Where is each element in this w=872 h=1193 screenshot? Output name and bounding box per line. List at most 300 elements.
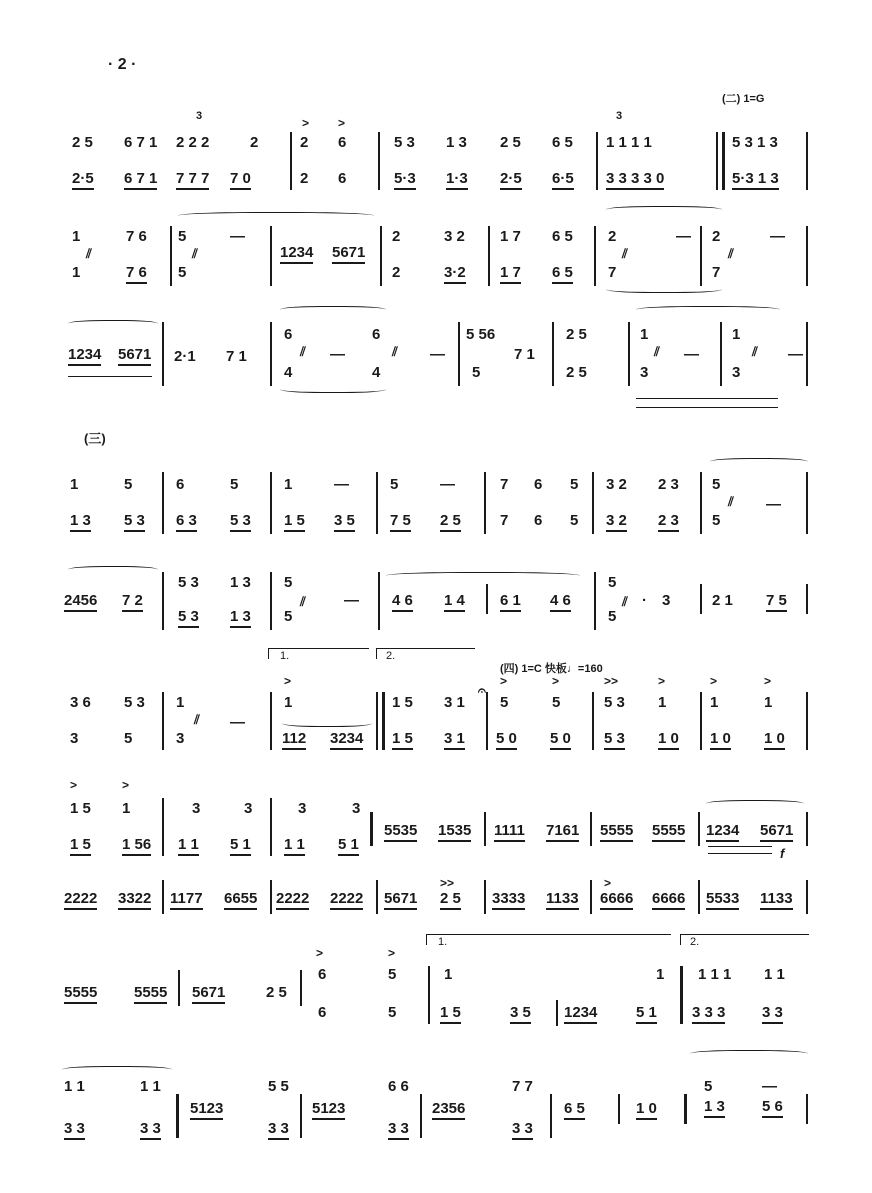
section-2-key: (二) 1=G [722,93,765,105]
tremolo-mark: ⫽ [622,246,628,261]
note-group: — [230,714,245,731]
note-group: 5123 [312,1100,345,1120]
note-group: 3 3 3 3 0 [606,170,664,190]
note-group: 2 5 [566,364,587,381]
note-group: 4 [372,364,381,381]
note-group: 3 2 [444,228,465,245]
note-group: 6 7 1 [124,134,158,151]
note-group: 6 [338,170,347,187]
note-group: 3 2 [606,512,627,532]
note-group: 6 [284,326,293,343]
barline [552,322,554,386]
accent-mark: > [658,674,666,688]
barline [484,812,486,846]
note-group: — [344,592,359,609]
note-group: 1 0 [764,730,785,750]
note-group: 7 7 [512,1078,533,1095]
note-group: 5555 [134,984,167,1004]
tremolo-mark: ⫽ [192,246,198,261]
note-group: — [330,346,345,363]
note-group: 1 3 [230,608,251,628]
note-group: 3 6 [70,694,91,711]
note-group: 5533 [706,890,739,910]
note-group: 5 3 [124,694,145,711]
decrescendo-line [636,398,778,408]
barline [806,880,808,914]
note-group: 2 5 [72,134,93,151]
note-group: 6 5 [552,134,573,151]
barline [378,132,380,190]
note-group: 4 [284,364,293,381]
barline [486,692,488,750]
note-group: 3322 [118,890,151,910]
barline [806,1094,808,1124]
note-group: 2·5 [500,170,522,190]
note-group: 3 [352,800,361,817]
barline [628,322,630,386]
section-3-label: (三) [84,431,106,446]
repeat-barline [382,692,385,750]
note-group: 5 3 [394,134,415,151]
barline [484,880,486,914]
note-group: 3 1 [444,730,465,750]
note-group: 5 [388,1004,397,1021]
note-group: 2 2 2 [176,134,210,151]
note-group: 3333 [492,890,525,910]
barline [806,226,808,286]
note-group: 7 2 [122,592,143,612]
barline [162,472,164,534]
note-group: 1 [444,966,453,983]
note-group: 2 1 [712,592,733,609]
barline [376,692,378,750]
note-group: 7 1 [514,346,535,363]
note-group: 1133 [546,890,579,910]
note-group: 2222 [330,890,363,910]
note-group: 7 [712,264,721,281]
volta-bracket-2b [680,934,809,945]
note-group: 5535 [384,822,417,842]
tremolo-mark: ⫽ [752,344,758,359]
note-group: 5·3 1 3 [732,170,779,190]
barline [178,970,180,1006]
tremolo-mark: ⫽ [300,594,306,609]
note-group: 3 1 [444,694,465,711]
barline [484,472,486,534]
note-group: — [766,496,781,513]
note-group: 1 3 [230,574,251,591]
barline [270,880,272,914]
volta-label-2: 2. [386,650,396,662]
note-group: 1 4 [444,592,465,612]
barline [618,1094,620,1124]
barline [592,692,594,750]
note-group: 2 [392,228,401,245]
accent-mark: > [388,946,396,960]
barline [170,226,172,286]
barline [376,880,378,914]
repeat-barline [722,132,725,190]
note-group: 3·2 [444,264,466,284]
barline [458,322,460,386]
note-group: 6·5 [552,170,574,190]
note-group: 2 5 [566,326,587,343]
note-group: 2356 [432,1100,465,1120]
repeat-barline [370,812,373,846]
accent-mark: > [552,674,560,688]
note-group: 1 5 [70,836,91,856]
note-group: 1 [70,476,79,493]
note-group: 5555 [652,822,685,842]
note-group: 7 7 7 [176,170,209,190]
note-group: 6 1 [500,592,521,612]
note-group: — [430,346,445,363]
note-group: 1 [72,264,81,281]
note-group: 6 [534,476,543,493]
note-group: — [788,346,803,363]
note-group: 3 2 [606,476,627,493]
barline [806,472,808,534]
note-group: 5 [712,476,721,493]
note-group: 5 [284,608,293,625]
volta-label-2b: 2. [690,936,700,948]
note-group: 6 5 [552,228,573,245]
tremolo-mark: ⫽ [728,494,734,509]
note-group: 5 3 [124,512,145,532]
note-group: 2 5 [440,512,461,532]
slur [690,1050,808,1059]
note-group: 1 0 [710,730,731,750]
barline [698,880,700,914]
accent-mark: > [122,778,130,792]
note-group: 1 0 [658,730,679,750]
note-group: 6 [338,134,347,151]
note-group: 3 3 [268,1120,289,1140]
note-group: 1 [72,228,81,245]
note-group: 6 [318,966,327,983]
note-group: 5 0 [496,730,517,750]
note-group: 5671 [192,984,225,1004]
note-group: 2·1 [174,348,196,365]
note-group: 4 6 [550,592,571,612]
barline [594,226,596,286]
note-group: 5 1 [230,836,251,856]
barline [556,1000,558,1026]
note-group: 1 1 [284,836,305,856]
barline [700,226,702,286]
tremolo-mark: ⫽ [654,344,660,359]
note-group: 2 [608,228,617,245]
crescendo-line [68,376,152,385]
note-group: 1 3 [446,134,467,151]
note-group: 1 [284,694,293,711]
repeat-barline [684,1094,687,1124]
note-group: 3 [70,730,79,747]
note-group: 6 3 [176,512,197,532]
barline [700,584,702,614]
note-group: 5671 [118,346,151,366]
note-group: 3 3 3 [692,1004,725,1024]
note-group: 112 [282,730,306,750]
note-group: 5671 [384,890,417,910]
note-group: 3 5 [510,1004,531,1024]
triplet-mark: 3 [196,110,203,122]
note-group: — [770,228,785,245]
slur [178,212,374,221]
note-group: 5 [390,476,399,493]
slur [282,718,372,727]
tremolo-mark: ⫽ [300,344,306,359]
note-group: 5 3 [604,730,625,750]
note-group: 5555 [600,822,633,842]
barline [300,970,302,1006]
note-group: 6 7 1 [124,170,157,190]
note-group: 1234 [564,1004,597,1024]
note-group: 5 [608,608,617,625]
accent-mark: >> [604,674,619,688]
barline [162,322,164,386]
barline [428,966,430,1024]
slur [68,566,158,575]
accent-mark: > [500,674,508,688]
crescendo-line [708,846,772,854]
note-group: 7161 [546,822,579,842]
barline [270,572,272,630]
note-group: 5 [284,574,293,591]
note-group: 1 [710,694,719,711]
accent-mark: >> [440,876,455,890]
barline [596,132,598,190]
section-4-label: (四) 1=C 快板♩=160 [500,663,603,675]
note-group: — [230,228,245,245]
note-group: 5 [712,512,721,529]
barline [698,812,700,846]
barline [378,572,380,630]
note-group: 1111 [494,822,525,842]
note-group: 7 [500,476,509,493]
note-group: 3 3 [762,1004,783,1024]
accent-mark: > [302,116,310,130]
note-group: 1 1 1 [698,966,732,983]
note-group: 5 [472,364,481,381]
barline [806,322,808,386]
note-group: 6 [318,1004,327,1021]
accent-mark: > [764,674,772,688]
note-group: 5 [500,694,509,711]
note-group: 7 5 [390,512,411,532]
note-group: 5 [608,574,617,591]
note-group: 6666 [652,890,685,910]
note-group: 3 [640,364,649,381]
note-group: 3 5 [334,512,355,532]
note-group: 1 3 [704,1098,725,1118]
note-group: 6666 [600,890,633,910]
barline [270,322,272,386]
note-group: 1 5 [284,512,305,532]
triplet-mark: 3 [616,110,623,122]
note-group: 1 0 [636,1100,657,1120]
barline [270,692,272,750]
note-group: 3 3 [64,1120,85,1140]
fermata-icon: 𝄐 [478,682,486,698]
note-group: 7 [500,512,509,529]
note-group: 1234 [280,244,313,264]
note-group: 5 [570,512,579,529]
note-group: 5 1 [636,1004,657,1024]
note-group: 2 3 [658,512,679,532]
accent-mark: > [284,674,292,688]
note-group: 3 3 [512,1120,533,1140]
note-group: 3 [662,592,671,609]
note-group: 1 7 [500,264,521,284]
barline [270,226,272,286]
note-group: 6 5 [552,264,573,284]
note-group: 7 6 [126,228,147,245]
barline [550,1094,552,1138]
note-group: 4 6 [392,592,413,612]
slur [386,572,580,581]
note-group: 5 3 [230,512,251,532]
note-group: — [440,476,455,493]
barline [162,692,164,750]
note-group: 5123 [190,1100,223,1120]
note-group: 2 [250,134,259,151]
barline [376,472,378,534]
note-group: 1 1 [764,966,785,983]
note-group: — [676,228,691,245]
barline [700,692,702,750]
note-group: 3 [176,730,185,747]
note-group: 5 3 [178,608,199,628]
accent-mark: > [70,778,78,792]
barline [162,798,164,856]
note-group: 1 7 [500,228,521,245]
note-group: 2 [300,170,309,187]
tremolo-mark: ⫽ [392,344,398,359]
barline [300,1094,302,1138]
note-group: 5·3 [394,170,416,190]
note-group: 6 [372,326,381,343]
barline [488,226,490,286]
barline [162,880,164,914]
barline [380,226,382,286]
slur [606,284,722,293]
accent-mark: > [604,876,612,890]
note-group: 2 5 [440,890,461,910]
barline [162,572,164,630]
note-group: 5671 [332,244,365,264]
page-number: · 2 · [108,56,137,73]
note-group: 1 [284,476,293,493]
note-group: 3 [732,364,741,381]
note-group: — [684,346,699,363]
note-group: 2 [712,228,721,245]
accent-mark: > [338,116,346,130]
note-group: 1 1 [140,1078,161,1095]
barline [806,692,808,750]
note-group: 2 5 [266,984,287,1001]
barline [486,584,488,614]
tremolo-mark: ⫽ [194,712,200,727]
slur [68,320,158,329]
tremolo-mark: ⫽ [728,246,734,261]
note-group: 1 [122,800,131,817]
note-group: 1 [176,694,185,711]
note-group: 5 [552,694,561,711]
accent-mark: > [710,674,718,688]
note-group: 5 3 1 3 [732,134,778,151]
note-group: 2222 [64,890,97,910]
note-group: 1234 [706,822,739,842]
tremolo-mark: ⫽ [86,246,92,261]
barline [806,132,808,190]
note-group: 6 6 [388,1078,409,1095]
note-group: 5 6 [762,1098,783,1118]
note-group: 5 [178,228,187,245]
slur [62,1066,172,1075]
note-group: 7 0 [230,170,251,190]
note-group: 1 56 [122,836,151,856]
note-group: 5 0 [550,730,571,750]
note-group: 6 [176,476,185,493]
note-group: 5 [230,476,239,493]
note-group: 1 [732,326,741,343]
note-group: 5555 [64,984,97,1004]
note-group: 5 [124,476,133,493]
slur [710,458,808,467]
note-group: 1 5 [392,694,413,711]
note-group: 1535 [438,822,471,842]
note-group: — [762,1078,777,1095]
note-group: 5 3 [178,574,199,591]
note-group: 5 [124,730,133,747]
barline [590,880,592,914]
note-group: 1 [656,966,665,983]
note-group: 5 5 [268,1078,289,1095]
note-group: 2 5 [500,134,521,151]
note-group: 3 [192,800,201,817]
note-group: 1234 [68,346,101,366]
forte-mark: f [780,846,785,861]
note-group: 5 [178,264,187,281]
barline [420,1094,422,1138]
note-group: 6655 [224,890,257,910]
note-group: 1·3 [446,170,468,190]
note-group: 5 1 [338,836,359,856]
note-group: 1 5 [392,730,413,750]
volta-label-1b: 1. [438,936,448,948]
barline [592,472,594,534]
note-group: 5 [388,966,397,983]
note-group: 7 [608,264,617,281]
tremolo-mark: ⫽ [622,594,628,609]
note-group: 1 [640,326,649,343]
note-group: 2 3 [658,476,679,493]
barline [594,572,596,630]
note-group: 1 1 [178,836,199,856]
note-group: 1133 [760,890,793,910]
note-group: 2222 [276,890,309,910]
barline [720,322,722,386]
note-group: 5 [570,476,579,493]
note-group: 2456 [64,592,97,612]
note-group: · [642,592,647,609]
note-group: 1 1 [64,1078,85,1095]
repeat-barline [680,966,683,1024]
note-group: 7 5 [766,592,787,612]
note-group: — [334,476,349,493]
slur [606,206,722,215]
